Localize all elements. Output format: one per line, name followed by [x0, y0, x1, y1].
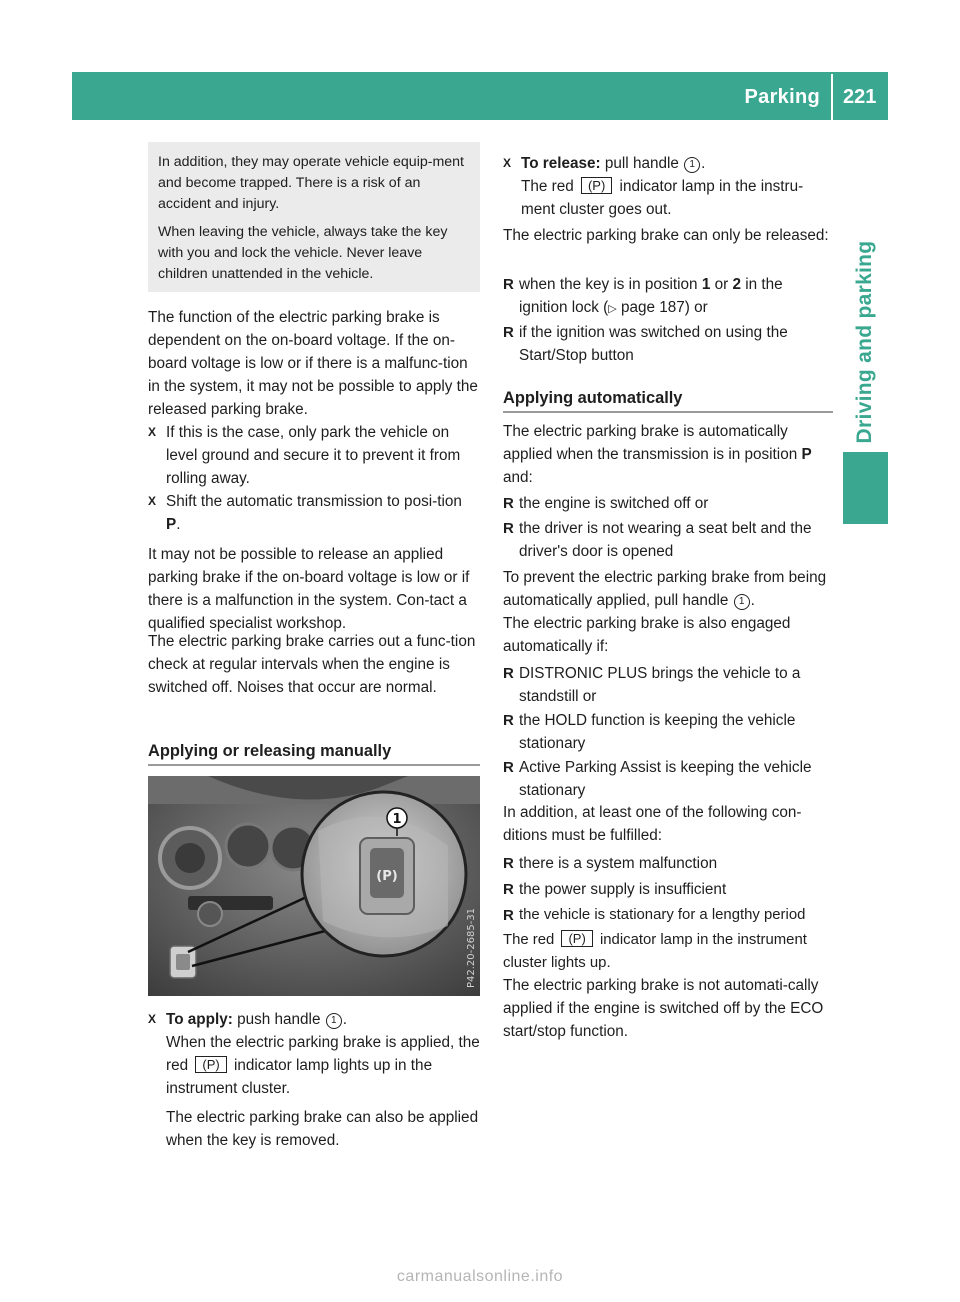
list-item	[503, 662, 835, 708]
punctuation: .	[701, 155, 706, 172]
list-text: in the ignition lock (	[519, 276, 783, 316]
list-item	[503, 273, 833, 321]
list-item	[503, 756, 835, 802]
paragraph-additional-conditions: In addition, at least one of the following con-ditions must be fulfilled:	[503, 804, 802, 844]
paragraph-eco: The electric parking brake is not automati-cally applied if the engine is switched off by the ECO start/stop function.	[503, 977, 824, 1040]
punctuation: .	[342, 1011, 347, 1028]
bullet-icon: R	[503, 759, 514, 776]
bullet-icon: R	[503, 324, 514, 341]
list-text: the vehicle is stationary for a lengthy period	[519, 907, 806, 923]
heading-manual: Applying or releasing manually	[148, 742, 392, 760]
step-shift-p	[148, 490, 480, 536]
list-item	[503, 904, 835, 927]
paragraph-text: and:	[503, 469, 533, 486]
bullet-icon: R	[503, 881, 514, 898]
gear-p: P	[801, 446, 812, 463]
list-text: DISTRONIC PLUS brings the vehicle to a standstill or	[519, 665, 801, 705]
bullet-icon: R	[503, 907, 514, 924]
paragraph-text: The electric parking brake is automatically applied when the transmission is in position	[503, 423, 802, 463]
heading-automatic: Applying automatically	[503, 389, 683, 407]
parking-brake-lamp-icon: (P)	[581, 177, 612, 194]
step-level-ground	[148, 421, 480, 490]
paragraph-voltage: The function of the electric parking brake is dependent on the on-board voltage. If the on-board voltage is low or if there is a malfunc-tion in the system, it may not be possible to apply the released parking brake.	[148, 309, 478, 418]
paragraph-auto-apply	[503, 420, 835, 489]
callout-1-icon: 1	[326, 1013, 342, 1029]
release-result-text: The red	[521, 178, 578, 195]
image-code: P42.20-2685-31	[466, 907, 477, 988]
step-marker-icon: X	[148, 1012, 157, 1026]
list-text: the power supply is insufficient	[519, 881, 727, 898]
key-position-2: 2	[732, 276, 741, 293]
bullet-icon: R	[503, 855, 514, 872]
apply-text: push handle	[232, 1011, 325, 1028]
bullet-icon: R	[503, 665, 514, 682]
chapter-side-tab	[843, 240, 887, 444]
page-reference-link[interactable]: page 187) or	[616, 299, 708, 316]
release-label: To release:	[521, 155, 601, 172]
paragraph-text: indicator lamp in the instrument cluster lights up.	[503, 932, 807, 971]
paragraph-also-engaged: The electric parking brake is also engaged automatically if:	[503, 615, 791, 655]
section-title: Parking	[744, 86, 820, 108]
list-text: the HOLD function is keeping the vehicle stationary	[519, 712, 796, 752]
step-to-release	[503, 152, 835, 221]
step-to-apply	[148, 1008, 482, 1152]
step-marker-icon: X	[148, 425, 157, 439]
list-item	[503, 709, 835, 755]
heading-rule	[148, 764, 480, 766]
list-item	[503, 321, 833, 367]
apply-key-removed: The electric parking brake can also be applied when the key is removed.	[166, 1109, 479, 1149]
warning-text-2: When leaving the vehicle, always take the key with you and lock the vehicle. Never leave children unattended in the vehicle.	[158, 224, 448, 282]
release-result-text-2: indicator lamp in the instru-ment cluster goes out.	[521, 178, 804, 218]
paragraph-release-fault: It may not be possible to release an applied parking brake if the on-board voltage is low or if there is a malfunction in the system. Con-tact a qualified specialist workshop.	[148, 546, 470, 632]
bullet-icon: R	[503, 495, 514, 512]
paragraph-function-check: The electric parking brake carries out a func-tion check at regular intervals when the engine is switched off. Noises that occur are normal.	[148, 633, 476, 696]
list-text: the engine is switched off or	[519, 495, 709, 512]
list-item	[503, 517, 835, 563]
chapter-label: Driving and parking	[853, 240, 876, 444]
key-position-1: 1	[701, 276, 711, 293]
list-text: there is a system malfunction	[519, 855, 718, 872]
step-marker-icon: X	[148, 494, 157, 508]
list-text: if the ignition was switched on using the Start/Stop button	[519, 324, 788, 364]
callout-1-icon: 1	[734, 594, 750, 610]
warning-text-1: In addition, they may operate vehicle equip-ment and become trapped. There is a risk of an accident and injury.	[158, 154, 465, 212]
step-marker-icon: X	[503, 156, 512, 170]
parking-brake-illustration	[148, 776, 480, 996]
step-text: Shift the automatic transmission to posi-tion	[166, 493, 462, 510]
bullet-icon: R	[503, 276, 514, 293]
release-text: pull handle	[600, 155, 684, 172]
apply-label: To apply:	[166, 1011, 233, 1028]
gear-p: P	[166, 516, 177, 533]
paragraph-prevent-auto	[503, 566, 835, 612]
parking-brake-lamp-icon: (P)	[561, 930, 592, 947]
chapter-marker-block	[843, 452, 888, 524]
apply-result-text-2: indicator lamp lights up in the instrument cluster.	[166, 1057, 433, 1097]
dashboard-photo	[148, 776, 480, 996]
paragraph-text: The red	[503, 932, 559, 948]
header-divider	[831, 74, 833, 120]
list-text: the driver is not wearing a seat belt and the driver's door is opened	[519, 520, 812, 560]
bullet-icon: R	[503, 520, 514, 537]
paragraph-release-conditions: The electric parking brake can only be released:	[503, 227, 829, 244]
page-ref-arrow-icon: ▷	[608, 303, 617, 315]
list-item	[503, 852, 835, 875]
callout-1-icon: 1	[684, 157, 700, 173]
paragraph-text: To prevent the electric parking brake from being automatically applied, pull handle	[503, 569, 827, 609]
list-item	[503, 878, 835, 901]
list-text: or	[710, 276, 733, 293]
step-text: If this is the case, only park the vehicle on level ground and secure it to prevent it from rolling away.	[166, 424, 461, 487]
apply-result-text: When the electric parking brake is applied, the red	[166, 1034, 480, 1074]
callout-1: 1	[392, 812, 402, 827]
watermark: carmanualsonline.info	[396, 1268, 564, 1285]
punctuation: .	[176, 516, 181, 533]
svg-text:(P): (P)	[376, 869, 398, 884]
warning-box	[148, 142, 480, 292]
parking-brake-lamp-icon: (P)	[195, 1056, 226, 1073]
paragraph-lamp-lights	[503, 929, 835, 975]
bullet-icon: R	[503, 712, 514, 729]
punctuation: .	[750, 592, 755, 609]
list-item	[503, 492, 835, 515]
list-text: when the key is in position	[519, 276, 702, 293]
list-text: Active Parking Assist is keeping the vehicle stationary	[519, 759, 812, 799]
heading-rule	[503, 411, 833, 413]
page-number: 221	[843, 86, 877, 108]
